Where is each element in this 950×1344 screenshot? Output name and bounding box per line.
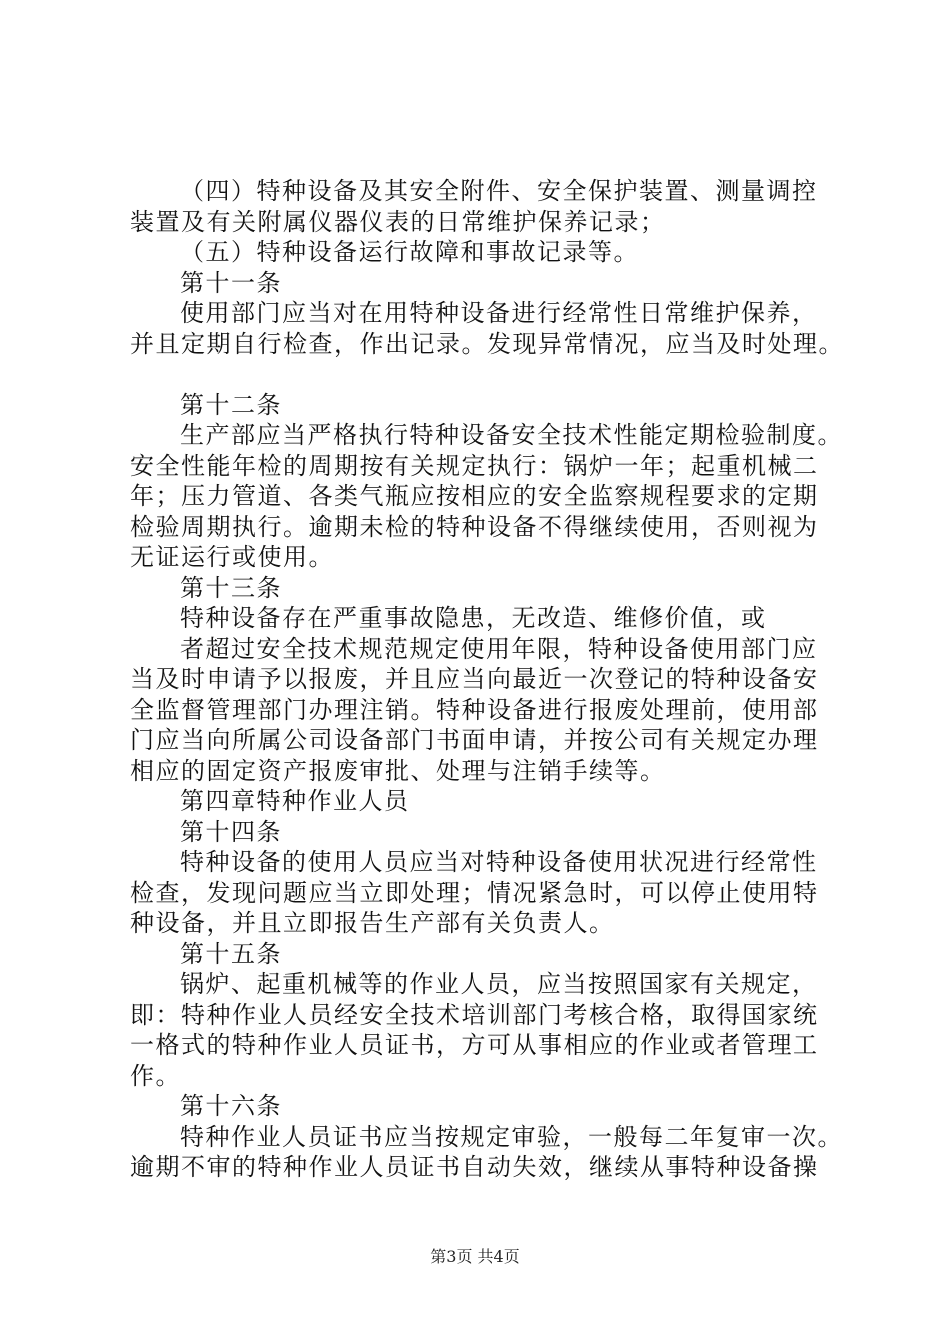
text-line: 装置及有关附属仪器仪表的日常维护保养记录； <box>130 207 666 236</box>
text-line: （四）特种设备及其安全附件、安全保护装置、测量调控 <box>180 177 818 205</box>
text-line: 特种设备的使用人员应当对特种设备使用状况进行经常性 <box>180 848 818 876</box>
text-line: 当及时申请予以报废，并且应当向最近一次登记的特种设备安 <box>130 665 819 693</box>
document-body <box>130 176 844 1183</box>
text-line: 者超过安全技术规范规定使用年限，特种设备使用部门应 <box>180 634 818 663</box>
text-line: 检查，发现问题应当立即处理；情况紧急时，可以停止使用特 <box>130 878 819 907</box>
article-heading: 第十四条 <box>180 817 282 846</box>
text-line: 种设备，并且立即报告生产部有关负责人。 <box>130 909 615 937</box>
text-line: 检验周期执行。逾期未检的特种设备不得继续使用，否则视为 <box>130 512 819 541</box>
text-line: 全监督管理部门办理注销。特种设备进行报废处理前，使用部 <box>130 695 819 724</box>
article-heading: 第十二条 <box>180 390 282 419</box>
text-line: 年；压力管道、各类气瓶应按相应的安全监察规程要求的定期 <box>130 482 819 510</box>
article-heading: 第十五条 <box>180 939 282 968</box>
blank-line <box>130 359 840 390</box>
text-line: 并且定期自行检查，作出记录。发现异常情况，应当及时处理。 <box>130 329 844 358</box>
text-line: 锅炉、起重机械等的作业人员，应当按照国家有关规定， <box>180 970 818 998</box>
text-line: 使用部门应当对在用特种设备进行经常性日常维护保养， <box>180 299 818 327</box>
article-heading: 第十三条 <box>180 573 282 602</box>
article-heading: 第十六条 <box>180 1092 282 1120</box>
chapter-heading: 第四章特种作业人员 <box>180 787 410 815</box>
text-line: 无证运行或使用。 <box>130 543 334 571</box>
text-line: 相应的固定资产报废审批、处理与注销手续等。 <box>130 756 666 785</box>
page-footer: 第3页 共4页 <box>430 1247 520 1266</box>
text-line: （五）特种设备运行故障和事故记录等。 <box>180 238 639 266</box>
text-line: 安全性能年检的周期按有关规定执行：锅炉一年；起重机械二 <box>130 451 819 480</box>
text-line: 作。 <box>130 1061 181 1090</box>
text-line: 特种设备存在严重事故隐患，无改造、维修价值，或 <box>180 604 767 632</box>
article-heading: 第十一条 <box>180 268 282 297</box>
text-line: 即：特种作业人员经安全技术培训部门考核合格，取得国家统 <box>130 1000 819 1029</box>
text-line: 一格式的特种作业人员证书，方可从事相应的作业或者管理工 <box>130 1031 819 1059</box>
text-line: 门应当向所属公司设备部门书面申请，并按公司有关规定办理 <box>130 726 819 754</box>
text-line: 特种作业人员证书应当按规定审验，一般每二年复审一次。 <box>180 1122 843 1151</box>
text-line: 逾期不审的特种作业人员证书自动失效，继续从事特种设备操 <box>130 1153 819 1181</box>
text-line: 生产部应当严格执行特种设备安全技术性能定期检验制度。 <box>180 421 843 449</box>
